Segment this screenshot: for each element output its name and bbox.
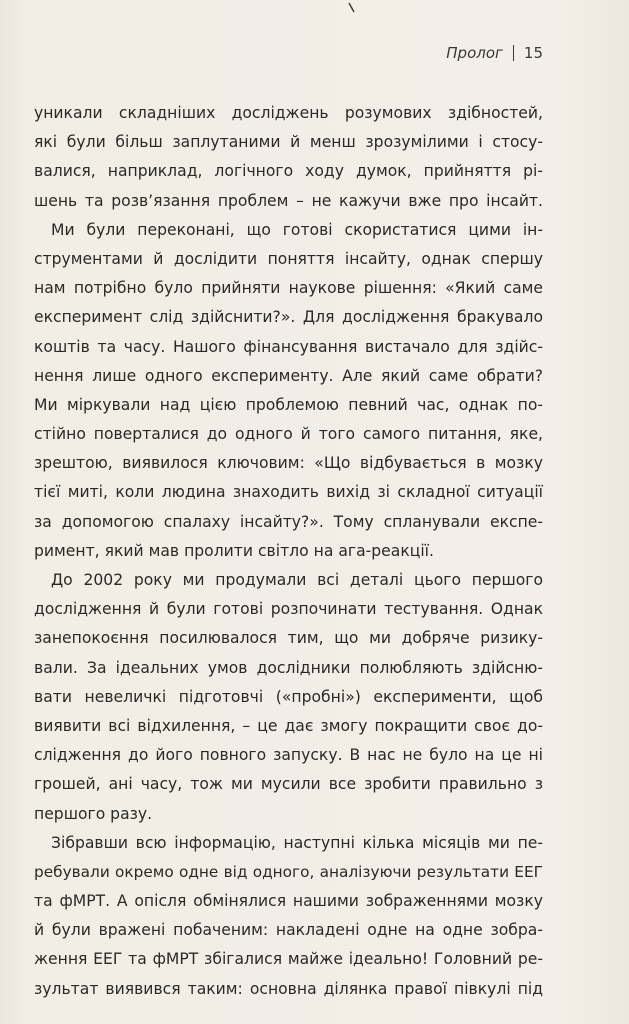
- paragraph-4: [34, 829, 543, 1004]
- text-line: занепокоєння посилювалося тим, що ми добряче ризику-: [34, 629, 543, 648]
- text-line: слідження до його повного запуску. В нас не було на це ні: [34, 746, 543, 765]
- text-line: нам потрібно було прийняти наукове рішення: «Який саме: [34, 279, 543, 298]
- text-line: Ми міркували над цією проблемою певний час, однак по-: [34, 395, 543, 414]
- text-line: першого разу.: [34, 804, 153, 823]
- text-line: Ми були переконані, що готові скористатися цими ін-: [51, 220, 543, 239]
- text-line: вати невеличкі підготовчі («пробні») експерименти, щоб: [34, 687, 543, 706]
- text-line: які були більш заплутаними й менш зрозумілими і стосу-: [34, 133, 543, 152]
- text-line: шень та розв’язання проблем – не кажучи вже про інсайт.: [34, 191, 543, 210]
- running-header: [446, 44, 543, 62]
- body-text: [34, 99, 543, 1004]
- header-divider: [513, 45, 514, 61]
- text-line: зультат виявився таким: основна ділянка правої півкулі під: [34, 979, 543, 998]
- text-line: зрештою, виявилося ключовим: «Що відбувається в мозку: [34, 454, 543, 473]
- text-line: експеримент слід здійснити?». Для дослідження бракувало: [34, 308, 543, 327]
- text-line: струментами й дослідити поняття інсайту, однак спершу: [34, 249, 543, 268]
- text-line: коштів та часу. Нашого фінансування вистачало для здійс-: [34, 337, 543, 356]
- text-line: валися, наприклад, логічного ходу думок, прийняття рі-: [34, 162, 543, 181]
- text-line: за допомогою спалаху інсайту?». Тому спланували експе-: [34, 512, 543, 531]
- text-line: тієї миті, коли людина знаходить вихід зі складної ситуації: [34, 483, 543, 502]
- text-line: нення лише одного експерименту. Але який саме обрати?: [34, 366, 543, 385]
- text-line: виявити всі відхилення, – це дає змогу покращити своє до-: [34, 716, 543, 735]
- text-line: Зібравши всю інформацію, наступні кілька місяців ми пе-: [51, 833, 543, 852]
- text-line: ження ЕЕГ та фМРТ збігалися майже ідеально! Головний ре-: [34, 950, 543, 969]
- section-title: Пролог: [446, 44, 503, 62]
- text-line: римент, який мав пролити світло на ага-реакції.: [34, 541, 434, 560]
- text-line: дослідження й були готові розпочинати тестування. Однак: [34, 600, 543, 619]
- text-line: ребували окремо одне від одного, аналізуючи результати ЕЕГ: [34, 862, 543, 881]
- text-line: та фМРТ. А опісля обмінялися нашими зображеннями мозку: [34, 892, 543, 911]
- text-line: й були вражені побаченим: накладені одне на одне зобра-: [34, 921, 543, 940]
- text-line: стійно поверталися до одного й того самого питання, яке,: [34, 425, 543, 444]
- paragraph-2: [34, 216, 543, 566]
- text-line: До 2002 року ми продумали всі деталі цього першого: [51, 571, 543, 589]
- tick-mark-icon: [348, 2, 356, 14]
- page-number: 15: [523, 44, 543, 62]
- text-line: вали. За ідеальних умов дослідники полюбляють здійсню-: [34, 658, 543, 677]
- paragraph-1: [34, 99, 543, 216]
- text-line: уникали складніших досліджень розумових здібностей,: [34, 104, 543, 122]
- paragraph-3: [34, 566, 543, 829]
- text-line: грошей, ані часу, тож ми мусили все зробити правильно з: [34, 775, 543, 794]
